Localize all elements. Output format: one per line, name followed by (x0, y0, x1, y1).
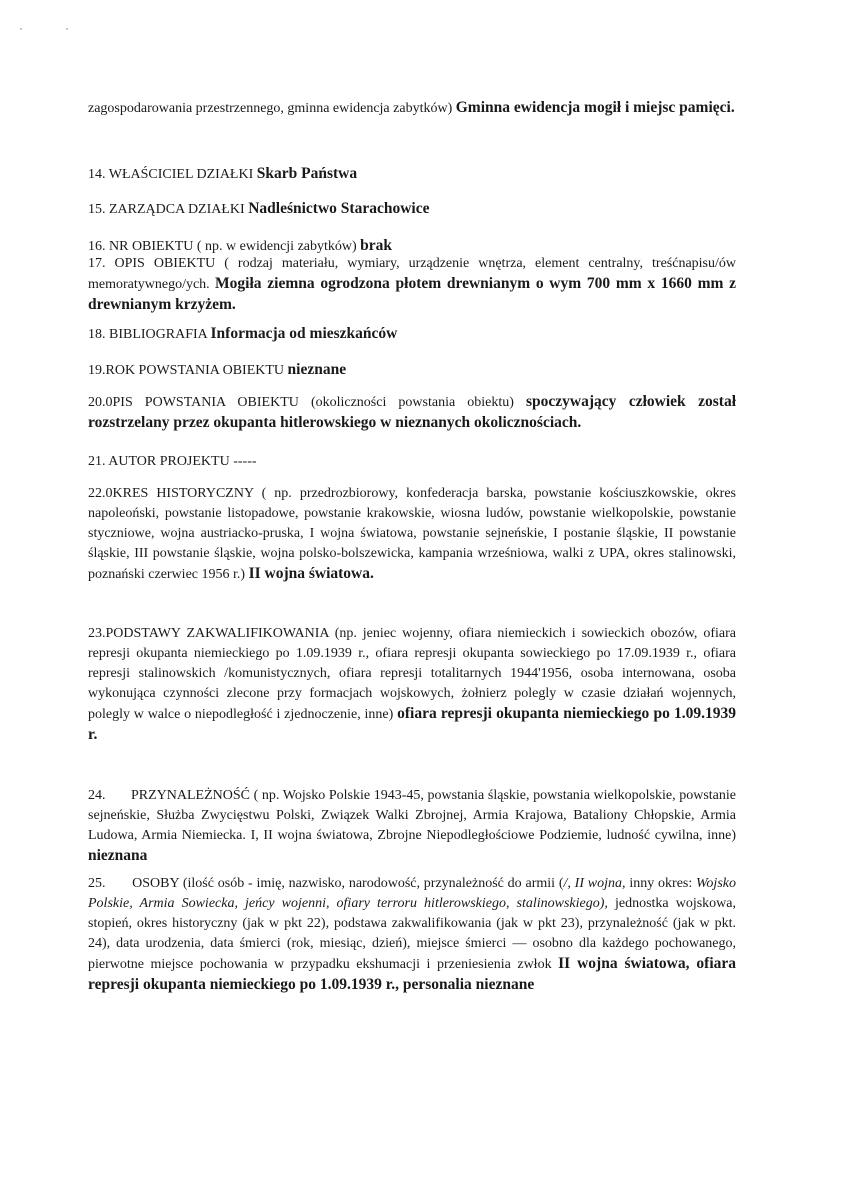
field-20-origin (88, 392, 736, 434)
continuation-value: Gminna ewidencja mogił i miejsc pamięci. (455, 99, 735, 116)
field-24-value: nieznana (88, 847, 148, 864)
continuation-text: zagospodarowania przestrzennego, gminna ewidencja zabytków) (88, 101, 453, 116)
field-17-label: 17. OPIS OBIEKTU ( rodzaj materiału, wymiary, urządzenie wnętrza, element centralny, treśćnapisu/ów memoratywnego/ych. (88, 256, 736, 292)
field-20-label: 20.0PIS POWSTANIA OBIEKTU (okoliczności powstania obiektu) (88, 395, 514, 410)
field-24-number: 24. (88, 788, 106, 803)
field-17-value: Mogiła ziemna ogrodzona płotem drewnianym o wym 700 mm x 1660 mm z drewnianym krzyżem. (88, 275, 737, 313)
field-18-bibliography (88, 324, 736, 345)
field-14-label: 14. WŁAŚCICIEL DZIAŁKI (88, 167, 254, 182)
field-15-label: 15. ZARZĄDCA DZIAŁKI (88, 202, 245, 217)
field-25-text-3: jednostka wojskowa, stopień, okres historyczny (jak w pkt 22), podstawa zakwalifikowania (jak w pkt 23), przynależność (jak w pkt. 24), data urodzenia, data śmierci (rok, miesiąc, dzień), miejsce śmierci — osobno dla każdego pochowanego, pierwotne miejsce pochowania w przypadku ekshumacji i przeniesienia zwłok (88, 896, 736, 972)
field-25-italic-2: Wojsko Polskie, Armia Sowiecka, jeńcy wojenni, ofiary terroru hitlerowskiego, stalinowskiego), (88, 876, 736, 911)
scan-speck (66, 28, 68, 30)
field-24-label: PRZYNALEŻNOŚĆ ( np. Wojsko Polskie 1943-45, powstania śląskie, powstania wielkopolskie, powstanie sejneńskie, Służba Zwycięstwu Polski, Związek Walki Zbrojnej, Armia Krajowa, Bataliony Chłopskie, Armia Ludowa, Armia Niemiecka. I, II wojna światowa, Zbrojne Niepodległościowe Podziemie, ludność cywilna, inne) (88, 788, 736, 843)
field-22-value: II wojna światowa. (248, 565, 374, 582)
field-15-manager (88, 199, 736, 220)
field-25-text-1: OSOBY (ilość osób - imię, nazwisko, narodowość, przynależność do armii ( (132, 876, 564, 891)
field-19-label: 19.ROK POWSTANIA OBIEKTU (88, 363, 285, 378)
field-22-label: 22.0KRES HISTORYCZNY ( np. przedrozbiorowy, konfederacja barska, powstanie kościuszkowskie, okres napoleoński, powstanie listopadowe, powstanie krakowskie, wiosna ludów, powstanie wielkopolskie, powstanie styczniowe, wojna austriacko-pruska, I wojna światowa, powstanie sejneńskie, I postanie śląskie, II powstanie śląskie, III powstanie śląskie, wojna polsko-bolszewicka, kampania wrześniowa, walki z UPA, okres stalinowski, poznański czerwiec 1956 r.) (88, 486, 736, 582)
field-15-value: Nadleśnictwo Starachowice (248, 200, 430, 217)
field-17-description (88, 254, 736, 316)
field-20-value: spoczywający człowiek został rozstrzelany przez okupanta hitlerowskiego w nieznanych okolicznościach. (88, 393, 737, 431)
field-21-label: 21. AUTOR PROJEKTU ----- (88, 454, 257, 469)
field-18-label: 18. BIBLIOGRAFIA (88, 327, 208, 342)
field-16-value: brak (360, 237, 393, 254)
field-19-value: nieznane (287, 361, 347, 378)
scan-speck (20, 28, 22, 30)
field-25-italic-1: /, II wojna, (563, 876, 626, 891)
paragraph-continuation (88, 98, 736, 119)
field-22-period (88, 484, 736, 585)
field-25-persons (88, 874, 736, 996)
field-25-number: 25. (88, 876, 106, 891)
field-14-value: Skarb Państwa (256, 165, 358, 182)
field-16-label: 16. NR OBIEKTU ( np. w ewidencji zabytków) (88, 239, 357, 254)
field-24-affiliation (88, 786, 736, 867)
field-21-author (88, 452, 736, 472)
field-19-year (88, 360, 736, 381)
field-25-value: II wojna światowa, ofiara represji okupanta niemieckiego po 1.09.1939 r., personalia nieznane (88, 955, 737, 993)
field-23-label: 23.PODSTAWY ZAKWALIFIKOWANIA (np. jeniec wojenny, ofiara niemieckich i sowieckich obozów, ofiara represji okupanta niemieckiego po 1.09.1939 r., ofiara represji okupanta sowieckiego po 17.09.1939 r., ofiara represji stalinowskich /komunistycznych, ofiara represji totalitarnych 1944'1956, osoba internowana, osoba wykonująca czynności zlecone przy formacjach wojskowych, żołnierz polegly w czasie działań wojennych, polegly w walce o niepodległość i zjednoczenie, inne) (88, 626, 736, 722)
field-14-owner (88, 164, 736, 185)
field-23-value: ofiara represji okupanta niemieckiego po 1.09.1939 r. (88, 705, 736, 743)
field-18-value: Informacja od mieszkańców (210, 325, 398, 342)
field-23-qualification (88, 624, 736, 746)
field-25-text-2: inny okres: (625, 876, 697, 891)
